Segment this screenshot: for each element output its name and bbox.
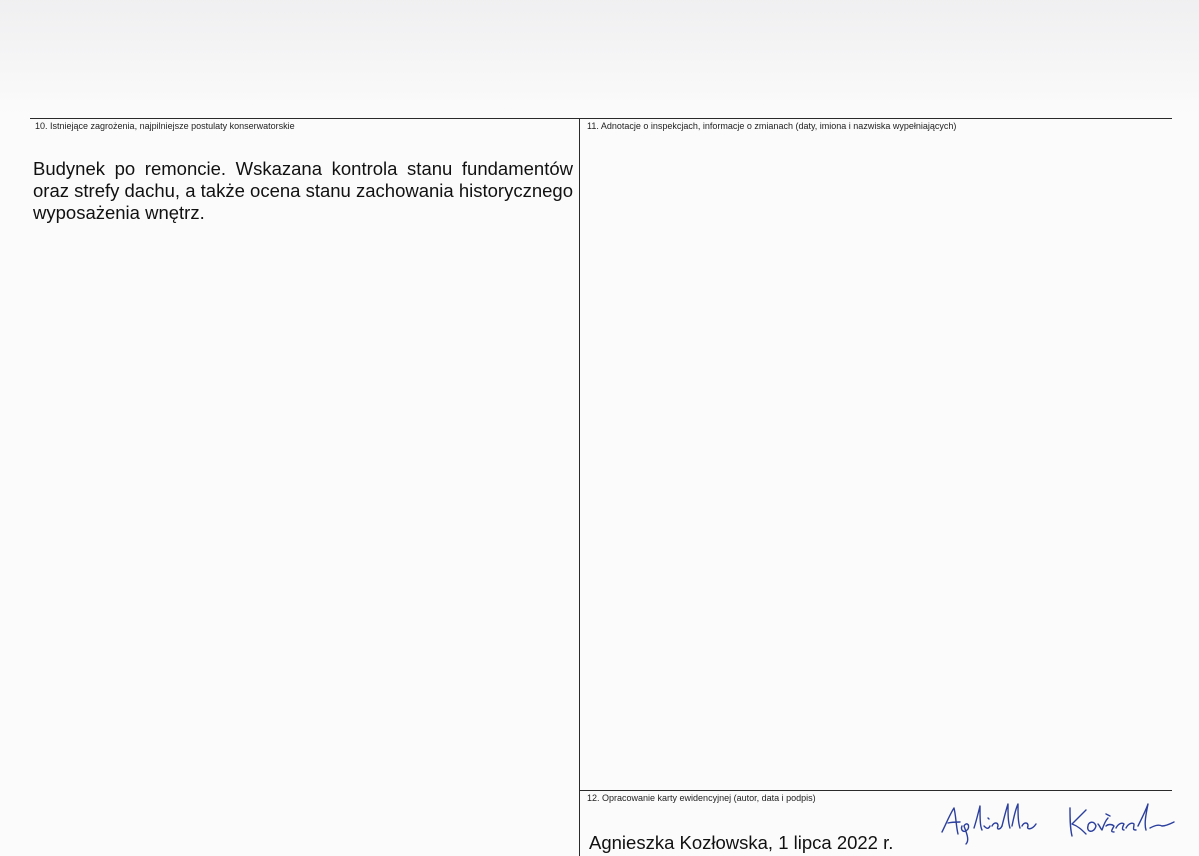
section10-label: 10. Istniejące zagrożenia, najpilniejsze postulaty konserwatorskie xyxy=(35,121,295,131)
column-divider xyxy=(579,118,580,856)
section12-label: 12. Opracowanie karty ewidencyjnej (autor, data i podpis) xyxy=(587,793,816,803)
author-date: Agnieszka Kozłowska, 1 lipca 2022 r. xyxy=(589,832,894,853)
handwritten-signature xyxy=(936,796,1176,846)
section10-text: Budynek po remoncie. Wskazana kontrola stanu fundamentów oraz strefy dachu, a także ocena stanu zachowania historycznego wyposażenia wnętrz. xyxy=(33,158,573,223)
section12-rule xyxy=(579,790,1172,791)
top-rule xyxy=(30,118,1172,119)
bleed-through-area xyxy=(0,0,1199,115)
section11-label: 11. Adnotacje o inspekcjach, informacje o zmianach (daty, imiona i nazwiska wypełniających) xyxy=(587,121,957,131)
